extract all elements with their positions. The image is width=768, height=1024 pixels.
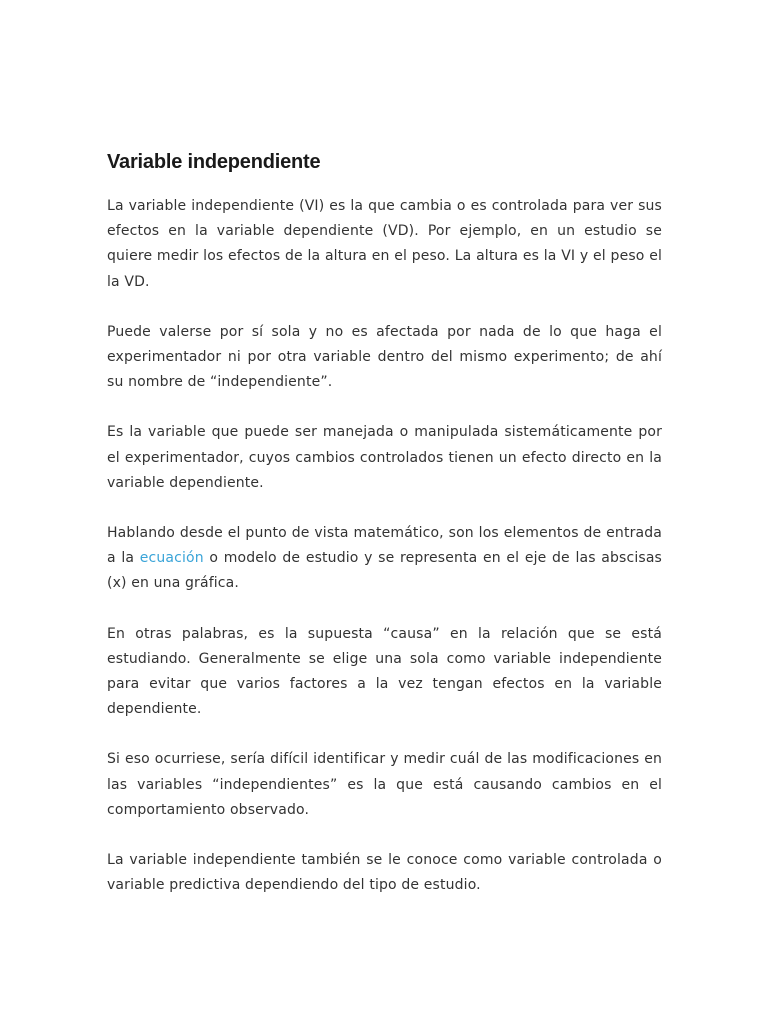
- paragraph-6: Si eso ocurriese, sería difícil identificar y medir cuál de las modificaciones en las variables “independientes” es la que está causando cambios en el comportamiento observado.: [107, 751, 662, 818]
- paragraph-4-text-after: o modelo de estudio y se representa en el eje de las abscisas (x) en una gráfica.: [107, 550, 662, 592]
- document-title: Variable independiente: [107, 151, 321, 173]
- ecuacion-link[interactable]: ecuación: [139, 550, 204, 567]
- paragraph-7: La variable independiente también se le conoce como variable controlada o variable predictiva dependiendo del tipo de estudio.: [107, 852, 662, 894]
- paragraph-3: Es la variable que puede ser manejada o manipulada sistemáticamente por el experimentador, cuyos cambios controlados tienen un efecto directo en la variable dependiente.: [107, 424, 662, 491]
- paragraph-2: Puede valerse por sí sola y no es afectada por nada de lo que haga el experimentador ni por otra variable dentro del mismo experimento; de ahí su nombre de “independiente”.: [107, 323, 662, 391]
- paragraph-4: [107, 521, 662, 597]
- paragraph-4-text-before: Hablando desde el punto de vista matemático, son los elementos de entrada a la: [107, 525, 662, 567]
- paragraph-1: La variable independiente (VI) es la que cambia o es controlada para ver sus efectos en la variable dependiente (VD). Por ejemplo, en un estudio se quiere medir los efectos de la altura en el peso. La altura es la VI y el peso el la VD.: [107, 198, 662, 290]
- paragraph-5: En otras palabras, es la supuesta “causa” en la relación que se está estudiando. Generalmente se elige una sola como variable independiente para evitar que varios factores a la vez tengan efectos en la variable dependiente.: [107, 625, 662, 718]
